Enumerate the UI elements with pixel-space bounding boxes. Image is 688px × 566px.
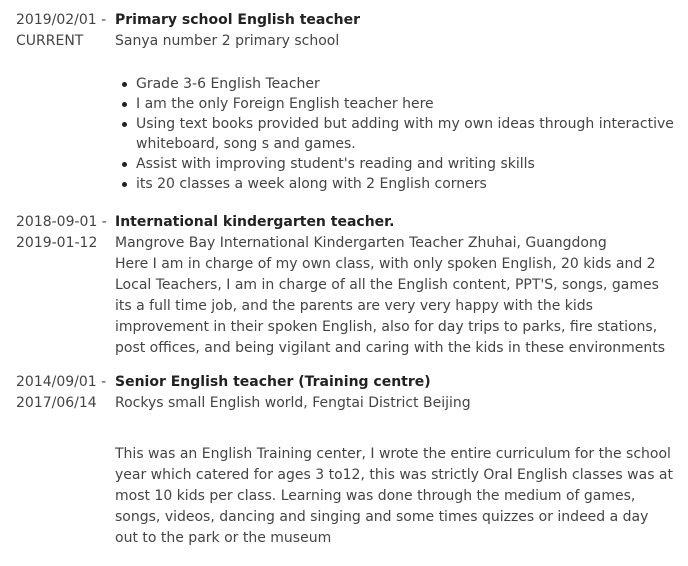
entry-2-employer: Mangrove Bay International Kindergarten Teacher Zhuhai, Guangdong (115, 235, 607, 251)
entry-2-date-end: 2019-01-12 (16, 235, 98, 251)
entry-1-dates (16, 10, 108, 52)
entry-3-description: This was an English Training center, I wrote the entire curriculum for the school year which catered for ages 3 to12, this was strictly Oral English classes was at most 10 kids per class. Learning was done through the medium of games, songs, videos, dancing and singing and some times quizzes or indeed a day out to the park or the museum (115, 446, 674, 546)
entry-1-employer: Sanya number 2 primary school (115, 33, 340, 49)
entry-3-employer: Rockys small English world, Fengtai District Beijing (115, 395, 471, 411)
entry-1-date-start: 2019/02/01 - (16, 12, 107, 28)
entry-1-bullet: its 20 classes a week along with 2 English corners (115, 174, 675, 194)
entry-3-date-start: 2014/09/01 - (16, 374, 107, 390)
entry-2-content (115, 212, 675, 359)
entry-2-title: International kindergarten teacher. (115, 214, 395, 230)
entry-1-bullet: Grade 3-6 English Teacher (115, 74, 675, 94)
entry-2-date-start: 2018-09-01 - (16, 214, 107, 230)
entry-1-bullet: I am the only Foreign English teacher here (115, 94, 675, 114)
entry-1-title: Primary school English teacher (115, 12, 361, 28)
entry-3-date-end: 2017/06/14 (16, 395, 97, 411)
entry-3-title: Senior English teacher (Training centre) (115, 374, 431, 390)
entry-3-content (115, 372, 675, 549)
entry-1-bullet: Assist with improving student's reading and writing skills (115, 154, 675, 174)
entry-1-date-end: CURRENT (16, 33, 84, 49)
entry-1-bullet-list (115, 74, 675, 194)
entry-2-dates (16, 212, 108, 254)
entry-1-content (115, 10, 675, 194)
entry-2-description: Here I am in charge of my own class, with only spoken English, 20 kids and 2 Local Teachers, I am in charge of all the English content, PPT'S, songs, games its a full time job, and the parents are very very happy with the kids improvement in their spoken English, also for day trips to parks, fire stations, post offices, and being vigilant and caring with the kids in these environments (115, 256, 666, 356)
entry-3-dates (16, 372, 108, 414)
entry-1-bullet: Using text books provided but adding with my own ideas through interactive whiteboard, song s and games. (115, 114, 675, 154)
